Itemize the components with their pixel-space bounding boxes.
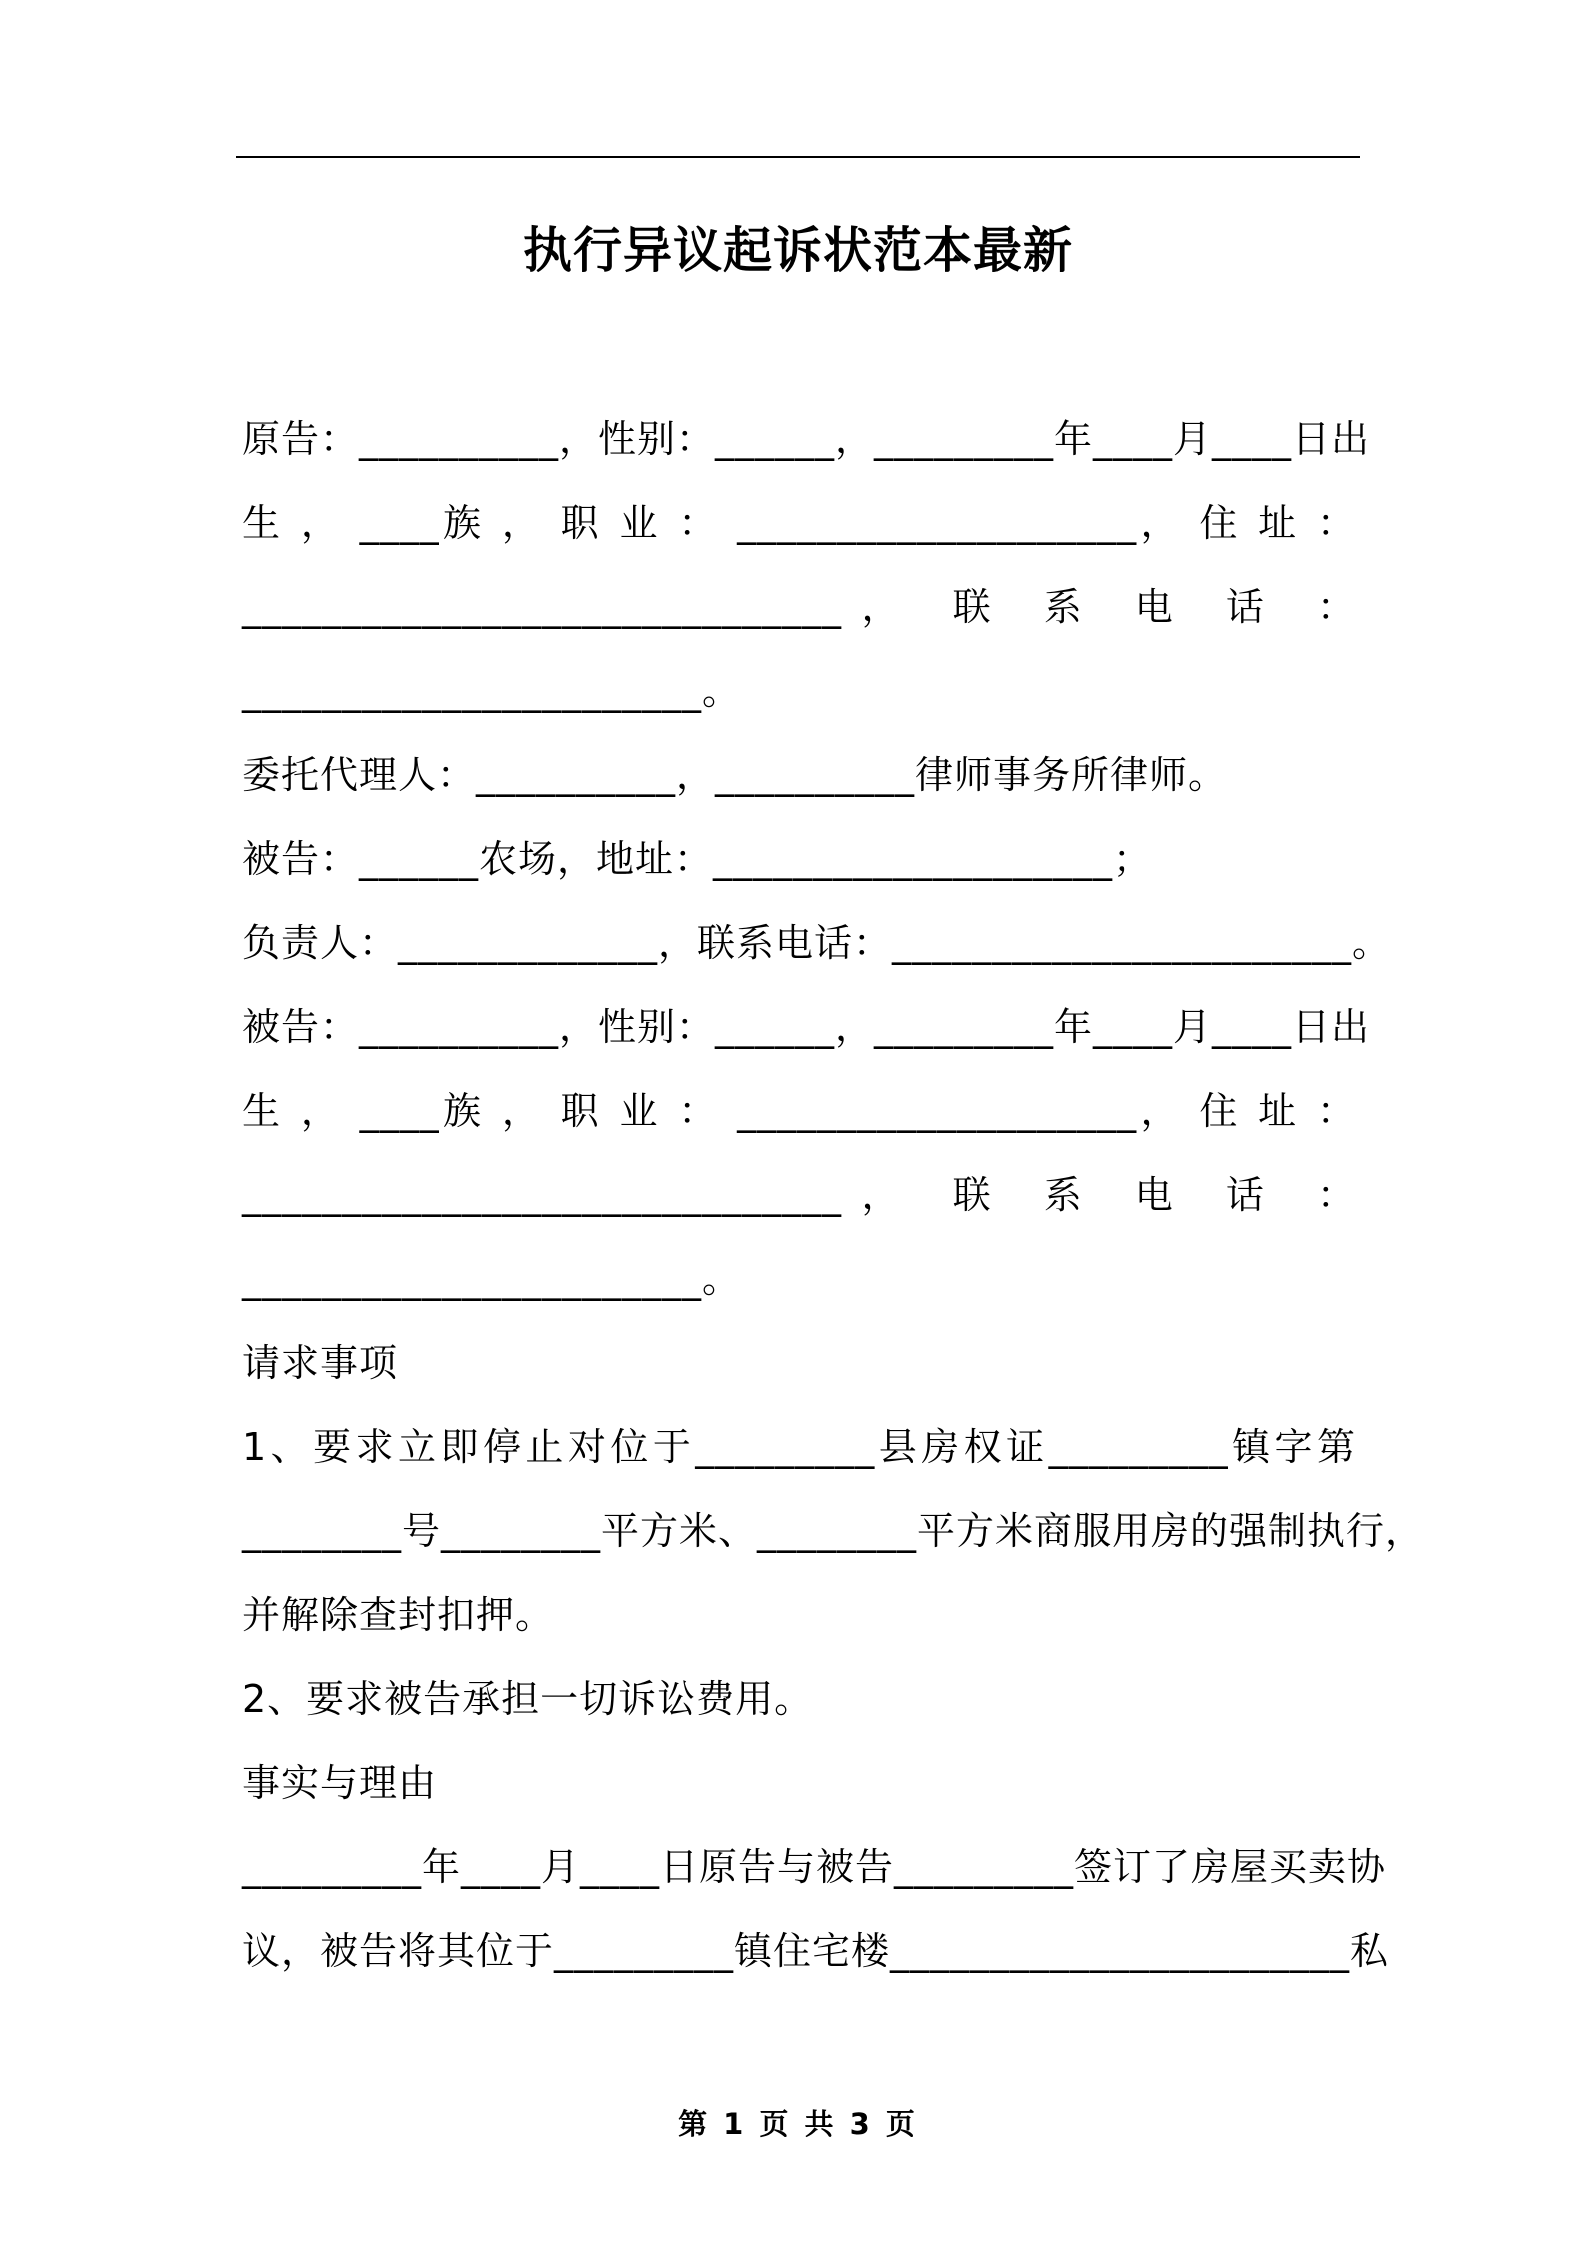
document-body: [242, 404, 1425, 2000]
text-line: 原告：__________，性别：______，_________年____月____日出: [242, 417, 1371, 461]
document-title: 执行异议起诉状范本最新: [522, 222, 1073, 279]
text-line: 并解除查封扣押。: [242, 1593, 555, 1637]
text-line: ________号________平方米、________平方米商服用房的强制执行，: [242, 1509, 1425, 1553]
text-line: ______________________________， 联 系 电 话 ：: [242, 1173, 1356, 1217]
text-line: 事实与理由: [242, 1761, 438, 1805]
text-line: 议，被告将其位于_________镇住宅楼_______________________私: [242, 1929, 1390, 1973]
text-line: 负责人：_____________，联系电话：_______________________。: [242, 921, 1392, 965]
text-line: 1、要求立即停止对位于_________县房权证_________镇字第: [242, 1425, 1356, 1469]
page-footer: 第 1 页 共 3 页: [678, 2107, 918, 2141]
text-line: 被告：______农场，地址：____________________；: [242, 837, 1153, 881]
text-line: _________年____月____日原告与被告_________签订了房屋买卖协: [242, 1845, 1387, 1889]
text-line: _______________________。: [242, 669, 742, 713]
header-rule: [236, 156, 1360, 158]
text-line: 请求事项: [242, 1341, 399, 1385]
text-line: 委托代理人：__________，__________律师事务所律师。: [242, 753, 1228, 797]
text-line: ______________________________， 联 系 电 话 ：: [242, 585, 1356, 629]
text-line: _______________________。: [242, 1257, 742, 1301]
text-line: 2、要求被告承担一切诉讼费用。: [242, 1677, 814, 1721]
text-line: 被告：__________，性别：______，_________年____月____日出: [242, 1005, 1371, 1049]
text-line: 生 ， ____族 ， 职 业 ： ____________________， 住 址 ：: [242, 1089, 1356, 1133]
text-line: 生 ， ____族 ， 职 业 ： ____________________， 住 址 ：: [242, 501, 1356, 545]
